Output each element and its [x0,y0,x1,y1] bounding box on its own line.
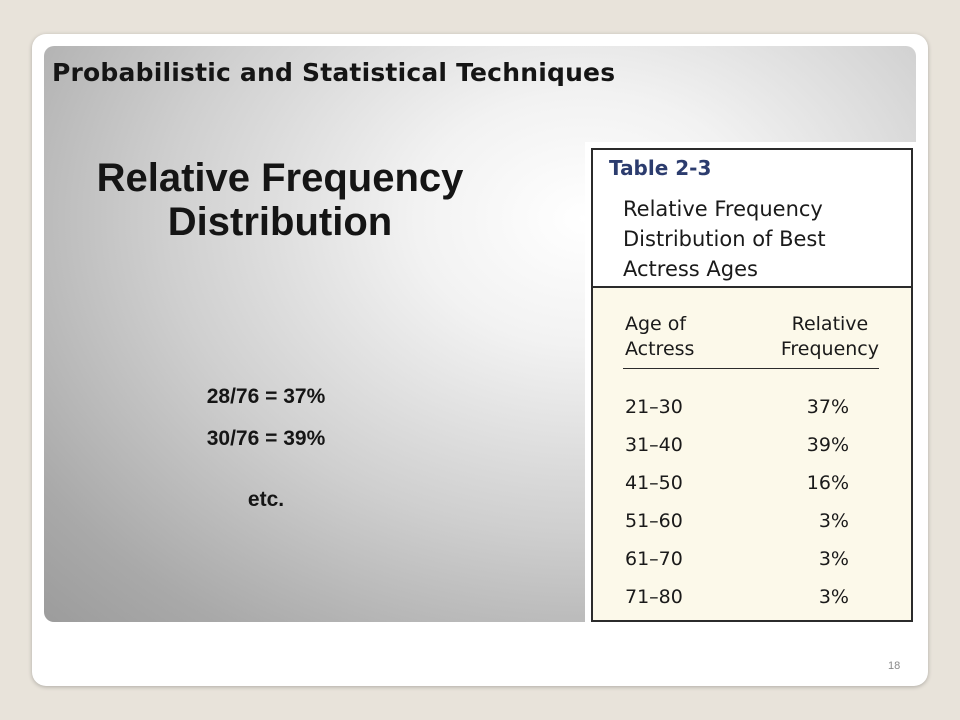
column-header-age-line-1: Age of [625,313,687,335]
frequency-cell: 37% [806,396,849,418]
column-header-frequency-line-2: Frequency [780,338,879,360]
frequency-cell: 3% [818,510,849,532]
table-figure [585,142,916,622]
table-label: Table 2-3 [609,156,712,180]
age-cell: 21–30 [625,396,683,418]
table-row [593,472,911,510]
table-row [593,548,911,586]
frequency-table [591,148,913,622]
column-header-age-line-2: Actress [625,338,695,360]
age-cell: 41–50 [625,472,683,494]
slide-title: Probabilistic and Statistical Techniques [52,58,616,87]
age-cell: 51–60 [625,510,683,532]
table-row [593,396,911,434]
section-heading-line-2: Distribution [167,200,393,244]
section-heading [40,156,520,244]
frequency-cell: 16% [806,472,849,494]
calculation-line: 28/76 = 37% [206,385,326,408]
frequency-cell: 3% [818,586,849,608]
age-cell: 61–70 [625,548,683,570]
column-header-frequency [781,312,879,362]
frequency-cell: 39% [806,434,849,456]
calculation-etc: etc. [247,488,285,511]
age-cell: 31–40 [625,434,683,456]
page-number: 18 [888,660,901,672]
table-caption: Relative Frequency Distribution of Best Actress Ages [623,197,826,281]
column-header-age [625,312,694,362]
table-row [593,510,911,548]
age-cell: 71–80 [625,586,683,608]
section-heading-line-1: Relative Frequency [96,156,464,200]
calculation-line: 30/76 = 39% [206,427,326,450]
column-header-frequency-line-1: Relative [791,313,869,335]
table-row [593,434,911,472]
table-header-block [593,150,911,288]
frequency-cell: 3% [818,548,849,570]
table-row [593,586,911,624]
column-header-rule [623,368,879,369]
